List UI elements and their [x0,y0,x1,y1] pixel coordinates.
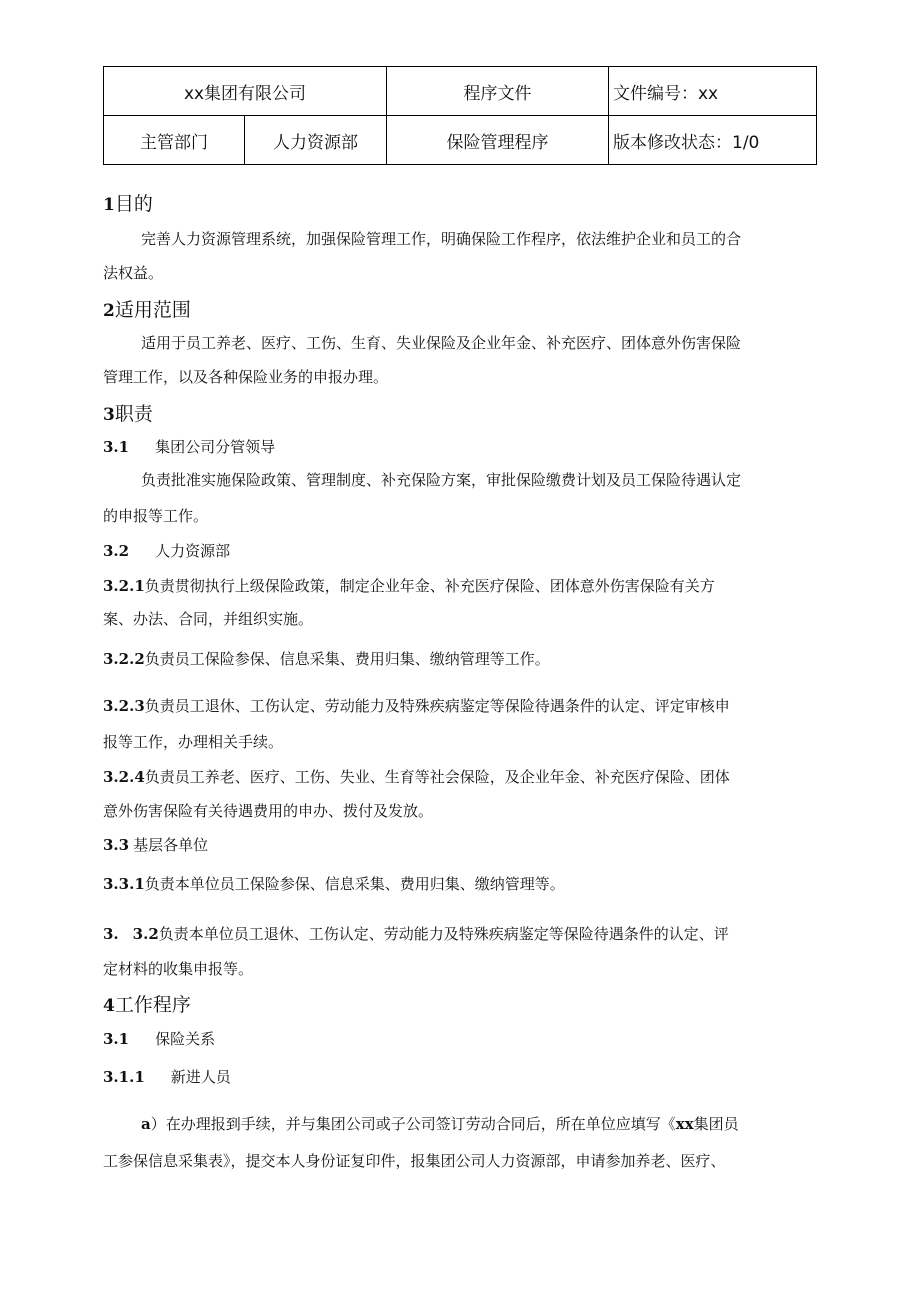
subsection-number: 3.3 [103,836,130,854]
item-number: 3.2.2 [103,650,145,668]
paragraph-line: 管理工作，以及各种保险业务的申报办理。 [103,368,389,386]
subsection-4-1-1 [103,1066,231,1087]
section-number: 2 [103,301,115,321]
item-text-bold: xx [675,1115,694,1133]
paragraph-line: 适用于员工养老、医疗、工伤、生育、失业保险及企业年金、补充医疗、团体意外伤害保险 [141,334,742,352]
subsection-title: 集团公司分管领导 [155,438,276,456]
section-3-heading [103,399,153,426]
subsection-number: 3.1.1 [103,1068,145,1086]
item-text: 负责员工养老、医疗、工伤、失业、生育等社会保险，及企业年金、补充医疗保险、团体 [144,768,730,786]
paragraph-line: 负责批准实施保险政策、管理制度、补充保险方案，审批保险缴费计划及员工保险待遇认定 [141,471,742,489]
paragraph-line: 工参保信息采集表》，提交本人身份证复印件，报集团公司人力资源部，申请参加养老、医疗、 [103,1152,726,1170]
section-4-heading [103,990,191,1017]
document-header-table [103,66,817,165]
paragraph-line: 完善人力资源管理系统，加强保险管理工作，明确保险工作程序，依法维护企业和员工的合 [141,230,742,248]
doc-title: 保险管理程序 [387,116,609,165]
item-text: 负责员工保险参保、信息采集、费用归集、缴纳管理等工作。 [144,650,550,668]
item-number-part: 3. [103,925,119,943]
dept-value: 人力资源部 [245,116,387,165]
item-3-3-2 [103,923,729,944]
doc-type: 程序文件 [387,67,609,116]
subsection-3-1 [103,436,275,457]
subsection-title: 保险关系 [155,1030,216,1048]
section-number: 1 [103,195,115,215]
section-title: 适用范围 [114,299,191,321]
subsection-3-3 [103,834,208,855]
item-text: 负责本单位员工退休、工伤认定、劳动能力及特殊疾病鉴定等保险待遇条件的认定、评 [158,925,729,943]
item-3-2-4 [103,766,730,787]
item-text: 负责员工退休、工伤认定、劳动能力及特殊疾病鉴定等保险待遇条件的认定、评定审核申 [144,697,730,715]
item-number: 3.3.1 [103,875,145,893]
subsection-3-2 [103,540,230,561]
paragraph-line: 报等工作，办理相关手续。 [103,733,284,751]
item-label: a [141,1115,151,1133]
section-number: 3 [103,405,115,425]
paragraph-line: 案、办法、合同，并组织实施。 [103,610,314,628]
item-3-3-1 [103,873,565,894]
section-2-heading [103,295,191,322]
item-number: 3.2.1 [103,577,145,595]
item-text: 负责本单位员工保险参保、信息采集、费用归集、缴纳管理等。 [144,875,565,893]
item-text: 集团员 [693,1115,739,1133]
item-3-2-2 [103,648,550,669]
paragraph-line: 的申报等工作。 [103,507,209,525]
paragraph-line: 意外伤害保险有关待遇费用的申办、拨付及发放。 [103,802,434,820]
section-title: 工作程序 [114,994,191,1016]
item-text: ）在办理报到手续，并与集团公司或子公司签订劳动合同后，所在单位应填写《 [150,1115,676,1133]
item-text: 负责贯彻执行上级保险政策，制定企业年金、补充医疗保险、团体意外伤害保险有关方 [144,577,715,595]
paragraph-line: 定材料的收集申报等。 [103,960,254,978]
subsection-number: 3.1 [103,438,130,456]
company-name: xx集团有限公司 [104,67,387,116]
dept-label: 主管部门 [104,116,245,165]
version-status: 版本修改状态：1/0 [609,116,817,165]
section-title: 职责 [114,403,153,425]
doc-number: 文件编号：xx [609,67,817,116]
subsection-title: 基层各单位 [133,836,209,854]
item-number: 3.2.3 [103,697,145,715]
subsection-title: 新进人员 [170,1068,231,1086]
item-3-2-3 [103,695,730,716]
item-number: 3.2.4 [103,768,145,786]
subsection-number: 3.2 [103,542,130,560]
section-title: 目的 [114,193,153,215]
section-number: 4 [103,996,115,1016]
subsection-title: 人力资源部 [155,542,231,560]
section-1-heading [103,189,153,216]
paragraph-line: 法权益。 [103,264,164,282]
item-a [141,1113,739,1134]
subsection-4-1 [103,1028,215,1049]
item-number-part: 3.2 [132,925,159,943]
subsection-number: 3.1 [103,1030,130,1048]
item-3-2-1 [103,575,715,596]
